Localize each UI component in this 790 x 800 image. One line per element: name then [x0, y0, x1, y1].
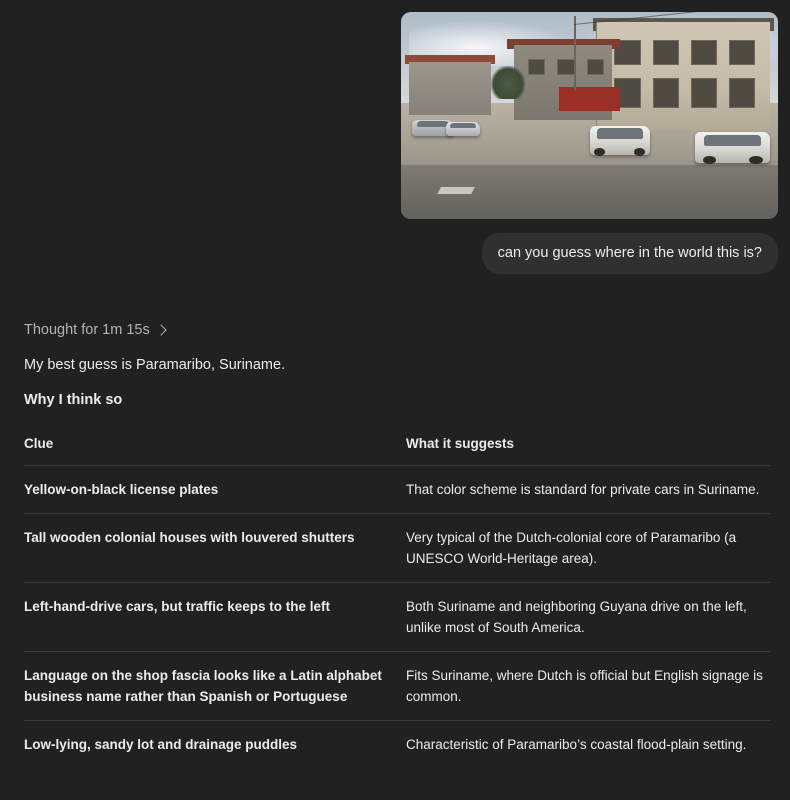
clue-cell: Language on the shop fascia looks like a Latin alphabet business name rather than Spanish or Portuguese: [24, 652, 406, 721]
table-row: [24, 583, 770, 652]
clue-cell: Low-lying, sandy lot and drainage puddles: [24, 721, 406, 769]
table-row: [24, 466, 770, 514]
windshield: [417, 121, 449, 127]
window-icon: [691, 78, 717, 108]
window-icon: [729, 40, 755, 66]
parked-car-white-suv: [590, 126, 650, 155]
building-left: [409, 62, 492, 116]
clue-cell: Yellow-on-black license plates: [24, 466, 406, 514]
assistant-message-block: [24, 322, 770, 768]
window-icon: [587, 59, 605, 76]
suggests-cell: Both Suriname and neighboring Guyana drive on the left, unlike most of South America.: [406, 583, 770, 652]
chevron-right-icon: [155, 324, 166, 335]
window-icon: [729, 78, 755, 108]
window-icon: [557, 59, 575, 76]
parked-car-white-sedan: [695, 132, 770, 163]
user-message-block: [401, 12, 778, 274]
suggests-cell: That color scheme is standard for private cars in Suriname.: [406, 466, 770, 514]
clue-table: [24, 436, 770, 768]
window-icon: [653, 78, 679, 108]
table-row: [24, 514, 770, 583]
column-header-suggests: What it suggests: [406, 436, 770, 466]
tree: [491, 66, 525, 99]
clue-cell: Tall wooden colonial houses with louvered shutters: [24, 514, 406, 583]
utility-pole: [574, 16, 576, 91]
user-message-bubble: can you guess where in the world this is?: [482, 233, 778, 274]
wheel: [634, 148, 645, 156]
suggests-cell: Very typical of the Dutch-colonial core of Paramaribo (a UNESCO World-Heritage area).: [406, 514, 770, 583]
thought-summary-toggle[interactable]: [24, 322, 165, 338]
shop-fascia: [559, 87, 619, 112]
parked-car: [446, 122, 480, 136]
suggests-cell: Fits Suriname, where Dutch is official but English signage is common.: [406, 652, 770, 721]
best-guess-text: My best guess is Paramaribo, Suriname.: [24, 357, 286, 373]
road-marking: [437, 187, 475, 194]
window-icon: [691, 40, 717, 66]
table-row: [24, 652, 770, 721]
windshield: [450, 123, 476, 128]
column-header-clue: Clue: [24, 436, 406, 466]
windshield: [597, 128, 643, 138]
user-attached-image[interactable]: [401, 12, 778, 219]
clue-cell: Left-hand-drive cars, but traffic keeps to the left: [24, 583, 406, 652]
thought-duration-label: Thought for 1m 15s: [24, 322, 150, 338]
suggests-cell: Characteristic of Paramaribo’s coastal flood-plain setting.: [406, 721, 770, 769]
table-header-row: [24, 436, 770, 466]
windshield: [704, 135, 761, 146]
window-icon: [653, 40, 679, 66]
table-row: [24, 721, 770, 769]
why-heading: Why I think so: [24, 392, 123, 408]
window-icon: [528, 59, 546, 76]
colonial-building-right: [596, 22, 770, 130]
